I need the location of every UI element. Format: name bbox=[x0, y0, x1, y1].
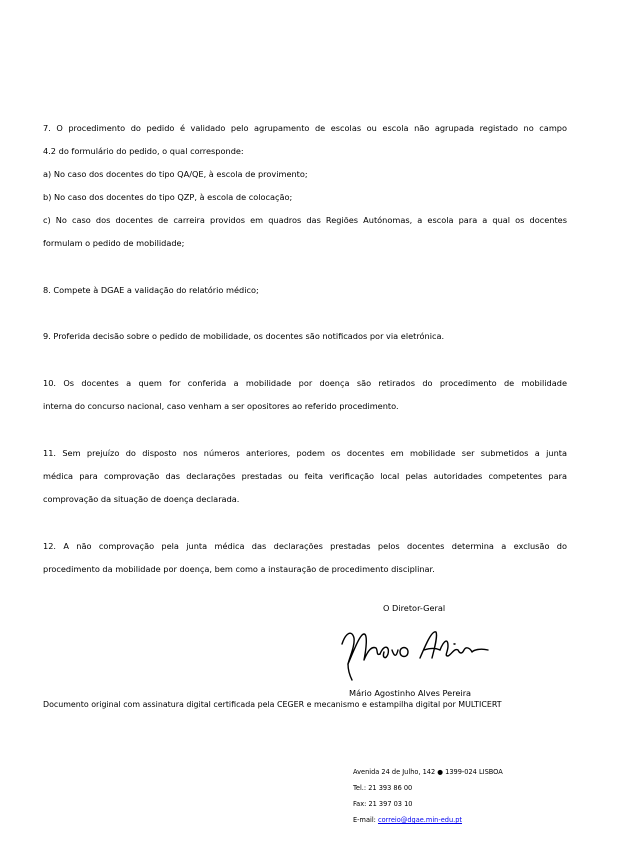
paragraph-11-line-2: médica para comprovação das declarações prestadas ou feita verificação local pelas autoridades competentes para bbox=[43, 471, 567, 481]
footer-email-row bbox=[353, 812, 503, 828]
paragraph-10-line-1: 10. Os docentes a quem for conferida a mobilidade por doença são retirados do procedimento de mobilidade bbox=[43, 378, 567, 388]
paragraph-12-line-1: 12. A não comprovação pela junta médica das declarações prestadas pelos docentes determina a exclusão do bbox=[43, 541, 567, 551]
paragraph-9-line-1: 9. Proferida decisão sobre o pedido de mobilidade, os docentes são notificados por via eletrónica. bbox=[43, 331, 445, 341]
signoff-role: O Diretor-Geral bbox=[383, 603, 446, 613]
footer-fax: Fax: 21 397 03 10 bbox=[353, 800, 413, 808]
paragraph-7-item-c-line-2: formulam o pedido de mobilidade; bbox=[43, 238, 185, 248]
paragraph-11-line-1: 11. Sem prejuízo do disposto nos números anteriores, podem os docentes em mobilidade ser submetidos a junta bbox=[43, 448, 567, 458]
footer-tel: Tel.: 21 393 86 00 bbox=[353, 784, 413, 792]
paragraph-7 bbox=[43, 117, 567, 255]
signoff-name: Mário Agostinho Alves Pereira bbox=[349, 688, 472, 698]
handwritten-signature bbox=[336, 620, 496, 682]
paragraph-9 bbox=[43, 325, 567, 348]
paragraph-7-item-c-line-1: c) No caso dos docentes de carreira providos em quadros das Regiões Autónomas, a escola para a qual os docentes bbox=[43, 215, 567, 225]
paragraph-7-line-1: 7. O procedimento do pedido é validado pelo agrupamento de escolas ou escola não agrupada registado no campo bbox=[43, 123, 567, 133]
paragraph-10 bbox=[43, 372, 567, 418]
paragraph-11-line-3: comprovação da situação de doença declarada. bbox=[43, 494, 240, 504]
paragraph-12 bbox=[43, 535, 567, 581]
footer-contact bbox=[353, 764, 503, 828]
paragraph-10-line-2: interna do concurso nacional, caso venham a ser opositores ao referido procedimento. bbox=[43, 401, 399, 411]
paragraph-7-item-a: a) No caso dos docentes do tipo QA/QE, à escola de provimento; bbox=[43, 169, 308, 179]
paragraph-8 bbox=[43, 279, 567, 302]
paragraph-12-line-2: procedimento da mobilidade por doença, bem como a instauração de procedimento disciplinar. bbox=[43, 564, 435, 574]
paragraph-7-item-b: b) No caso dos docentes do tipo QZP, à escola de colocação; bbox=[43, 192, 293, 202]
footer-address: Avenida 24 de Julho, 142 ● 1399-024 LISBOA bbox=[353, 768, 503, 776]
paragraph-8-line-1: 8. Compete à DGAE a validação do relatório médico; bbox=[43, 285, 259, 295]
paragraph-7-line-2: 4.2 do formulário do pedido, o qual corresponde: bbox=[43, 146, 244, 156]
footer-email-label: E-mail: bbox=[353, 816, 378, 824]
certification-note: Documento original com assinatura digital certificada pela CEGER e mecanismo e estampilha digital por MULTICERT bbox=[43, 700, 502, 709]
paragraph-11 bbox=[43, 442, 567, 511]
footer-email-link[interactable]: correio@dgae.min-edu.pt bbox=[378, 816, 463, 824]
